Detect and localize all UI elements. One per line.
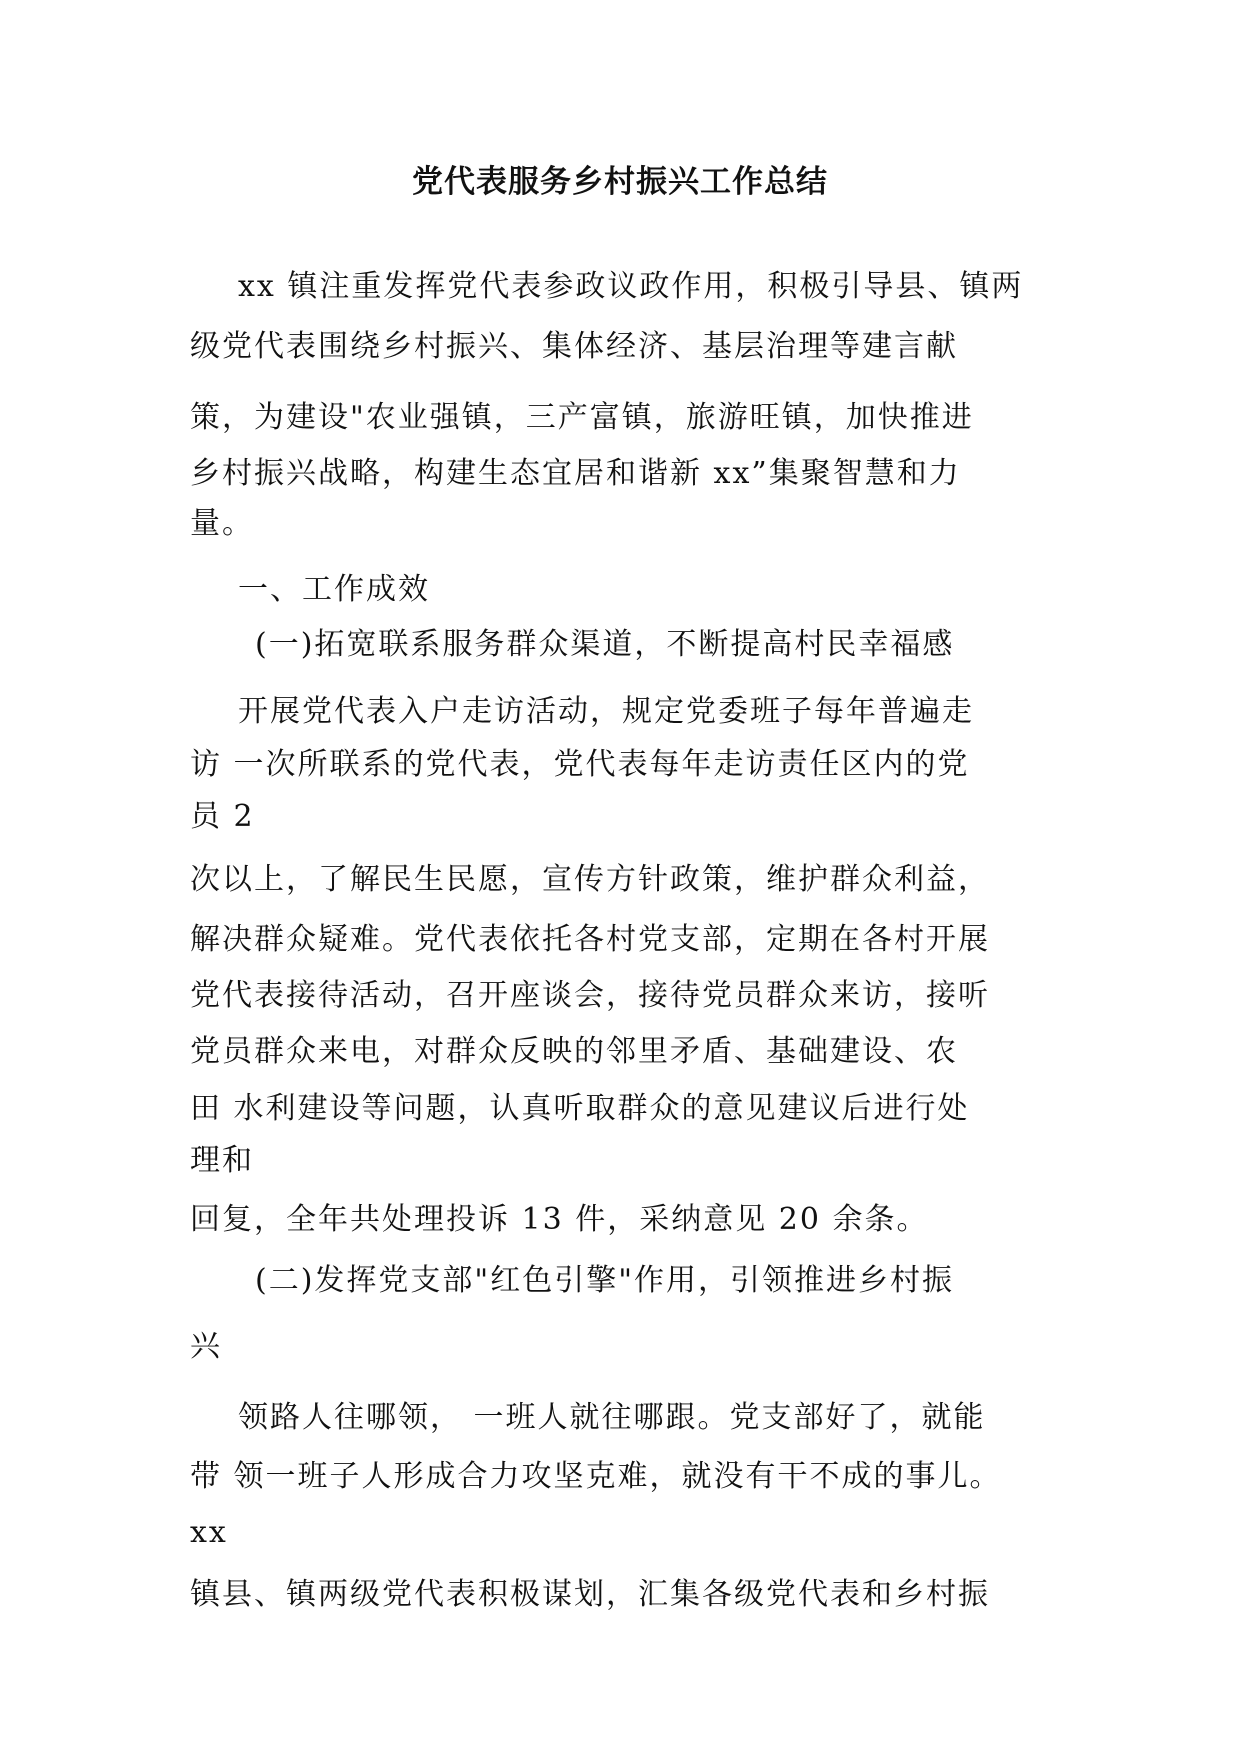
paragraph-line: 访 一次所联系的党代表，党代表每年走访责任区内的党 [190,747,970,782]
paragraph-line: 带 领一班子人形成合力攻坚克难，就没有干不成的事儿。 [190,1459,1002,1494]
subsection-heading: (一)拓宽联系服务群众渠道，不断提高村民幸福感 [255,627,955,662]
paragraph-line: 员 2 [190,799,255,834]
paragraph-line: 回复，全年共处理投诉 13 件，采纳意见 20 余条。 [190,1202,929,1237]
paragraph-line: xx 镇注重发挥党代表参政议政作用，积极引导县、镇两 [238,269,1024,304]
paragraph-line: 次以上，了解民生民愿，宣传方针政策，维护群众利益， [190,862,990,897]
section-heading: 一、工作成效 [238,572,430,607]
page-title: 党代表服务乡村振兴工作总结 [412,164,828,200]
paragraph-line: 党代表接待活动，召开座谈会，接待党员群众来访，接听 [190,978,990,1013]
paragraph-line: 级党代表围绕乡村振兴、集体经济、基层治理等建言献 [190,329,958,364]
paragraph-line: 党员群众来电，对群众反映的邻里矛盾、基础建设、农 [190,1034,958,1069]
paragraph-line: xx [190,1515,228,1550]
paragraph-line: 理和 [190,1143,254,1178]
paragraph-line: 乡村振兴战略，构建生态宜居和谐新 xx”集聚智慧和力 [190,456,961,491]
paragraph-line: 开展党代表入户走访活动，规定党委班子每年普遍走 [238,694,974,729]
paragraph-line: 量。 [190,506,254,541]
paragraph-line: 解决群众疑难。党代表依托各村党支部，定期在各村开展 [190,922,990,957]
subsection-heading: (二)发挥党支部"红色引擎"作用，引领推进乡村振 [255,1263,955,1298]
paragraph-line: 策，为建设"农业强镇，三产富镇，旅游旺镇，加快推进 [190,400,974,435]
paragraph-line: 田 水利建设等问题，认真听取群众的意见建议后进行处 [190,1091,970,1126]
paragraph-line: 镇县、镇两级党代表积极谋划，汇集各级党代表和乡村振 [190,1577,990,1612]
paragraph-line: 领路人往哪领， 一班人就往哪跟。党支部好了，就能 [238,1400,986,1435]
subsection-heading-continued: 兴 [190,1329,222,1364]
